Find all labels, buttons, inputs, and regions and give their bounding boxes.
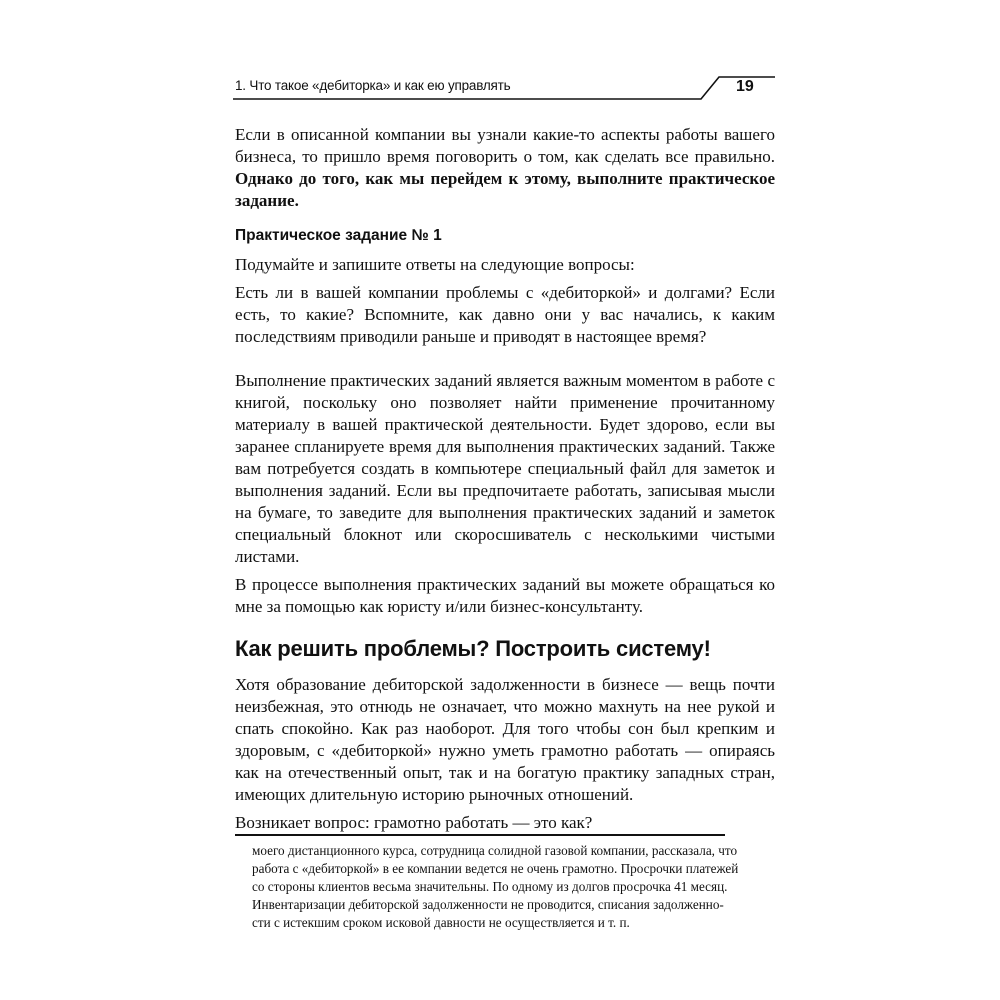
intro-text: Если в описанной компании вы узнали какие-то аспекты работы вашего бизнеса, то пришло время поговорить о том, как сделать все правильно. [235, 125, 775, 166]
body-paragraph: В процессе выполнения практических заданий вы можете обращаться ко мне за помощью как юристу и/или бизнес-консультанту. [235, 575, 775, 616]
intro-bold-text: Однако до того, как мы перейдем к этому, выполните практическое задание. [235, 169, 775, 210]
task-heading: Практическое задание № 1 [235, 227, 442, 244]
footnote-line: моего дистанционного курса, сотрудница солидной газовой компании, рассказала, что [252, 843, 738, 858]
body-paragraph: Выполнение практических заданий является важным моментом в работе с книгой, поскольку оно позволяет найти применение прочитанному материалу в вашей практической деятельности. Будет здорово, если вы заранее спланируете время для выполнения практических заданий. Также вам потребуется создать в компьютере специальный файл для заметок и выполнения заданий. Если вы предпочитаете работать, записывая мысли на бумаге, то заведите для выполнения практических заданий и заметок специальный блокнот или скоросшиватель с несколькими чистыми листами. [235, 371, 775, 566]
footnote-line: Инвентаризации дебиторской задолженности не проводится, списания задолженно- [252, 897, 724, 912]
intro-paragraph [235, 124, 775, 212]
footnote-line: работа с «дебиторкой» в ее компании ведется не очень грамотно. Просрочки платежей [252, 861, 739, 876]
footnote-divider [235, 834, 725, 836]
page-number: 19 [736, 78, 754, 95]
section-paragraph: Возникает вопрос: грамотно работать — это как? [235, 813, 593, 832]
page-content [235, 124, 775, 840]
section-paragraph: Хотя образование дебиторской задолженности в бизнесе — вещь почти неизбежная, это отнюдь не означает, что можно махнуть на нее рукой и спать спокойно. Как раз наоборот. Для того чтобы сон был крепким и здоровым, с «дебиторкой» нужно уметь грамотно работать — опираясь как на отечественный опыт, так и на богатую практику западных стран, имеющих длительную историю рыночных отношений. [235, 675, 775, 804]
section-heading: Как решить проблемы? Построить систему! [235, 636, 711, 661]
task-paragraph: Подумайте и запишите ответы на следующие вопросы: [235, 255, 635, 274]
footnote-line: со стороны клиентов весьма значительны. По одному из долгов просрочка 41 месяц. [252, 879, 728, 894]
running-head [233, 74, 775, 102]
running-title: 1. Что такое «дебиторка» и как ею управлять [235, 78, 511, 93]
spacer [235, 354, 775, 370]
footnote-line: сти с истекшим сроком исковой давности не осуществляется и т. п. [252, 915, 630, 930]
footnote [252, 842, 775, 932]
task-paragraph: Есть ли в вашей компании проблемы с «дебиторкой» и долгами? Если есть, то какие? Вспомните, как давно они у вас начались, к каким последствиям приводили раньше и приводят в настоящее время? [235, 283, 775, 346]
